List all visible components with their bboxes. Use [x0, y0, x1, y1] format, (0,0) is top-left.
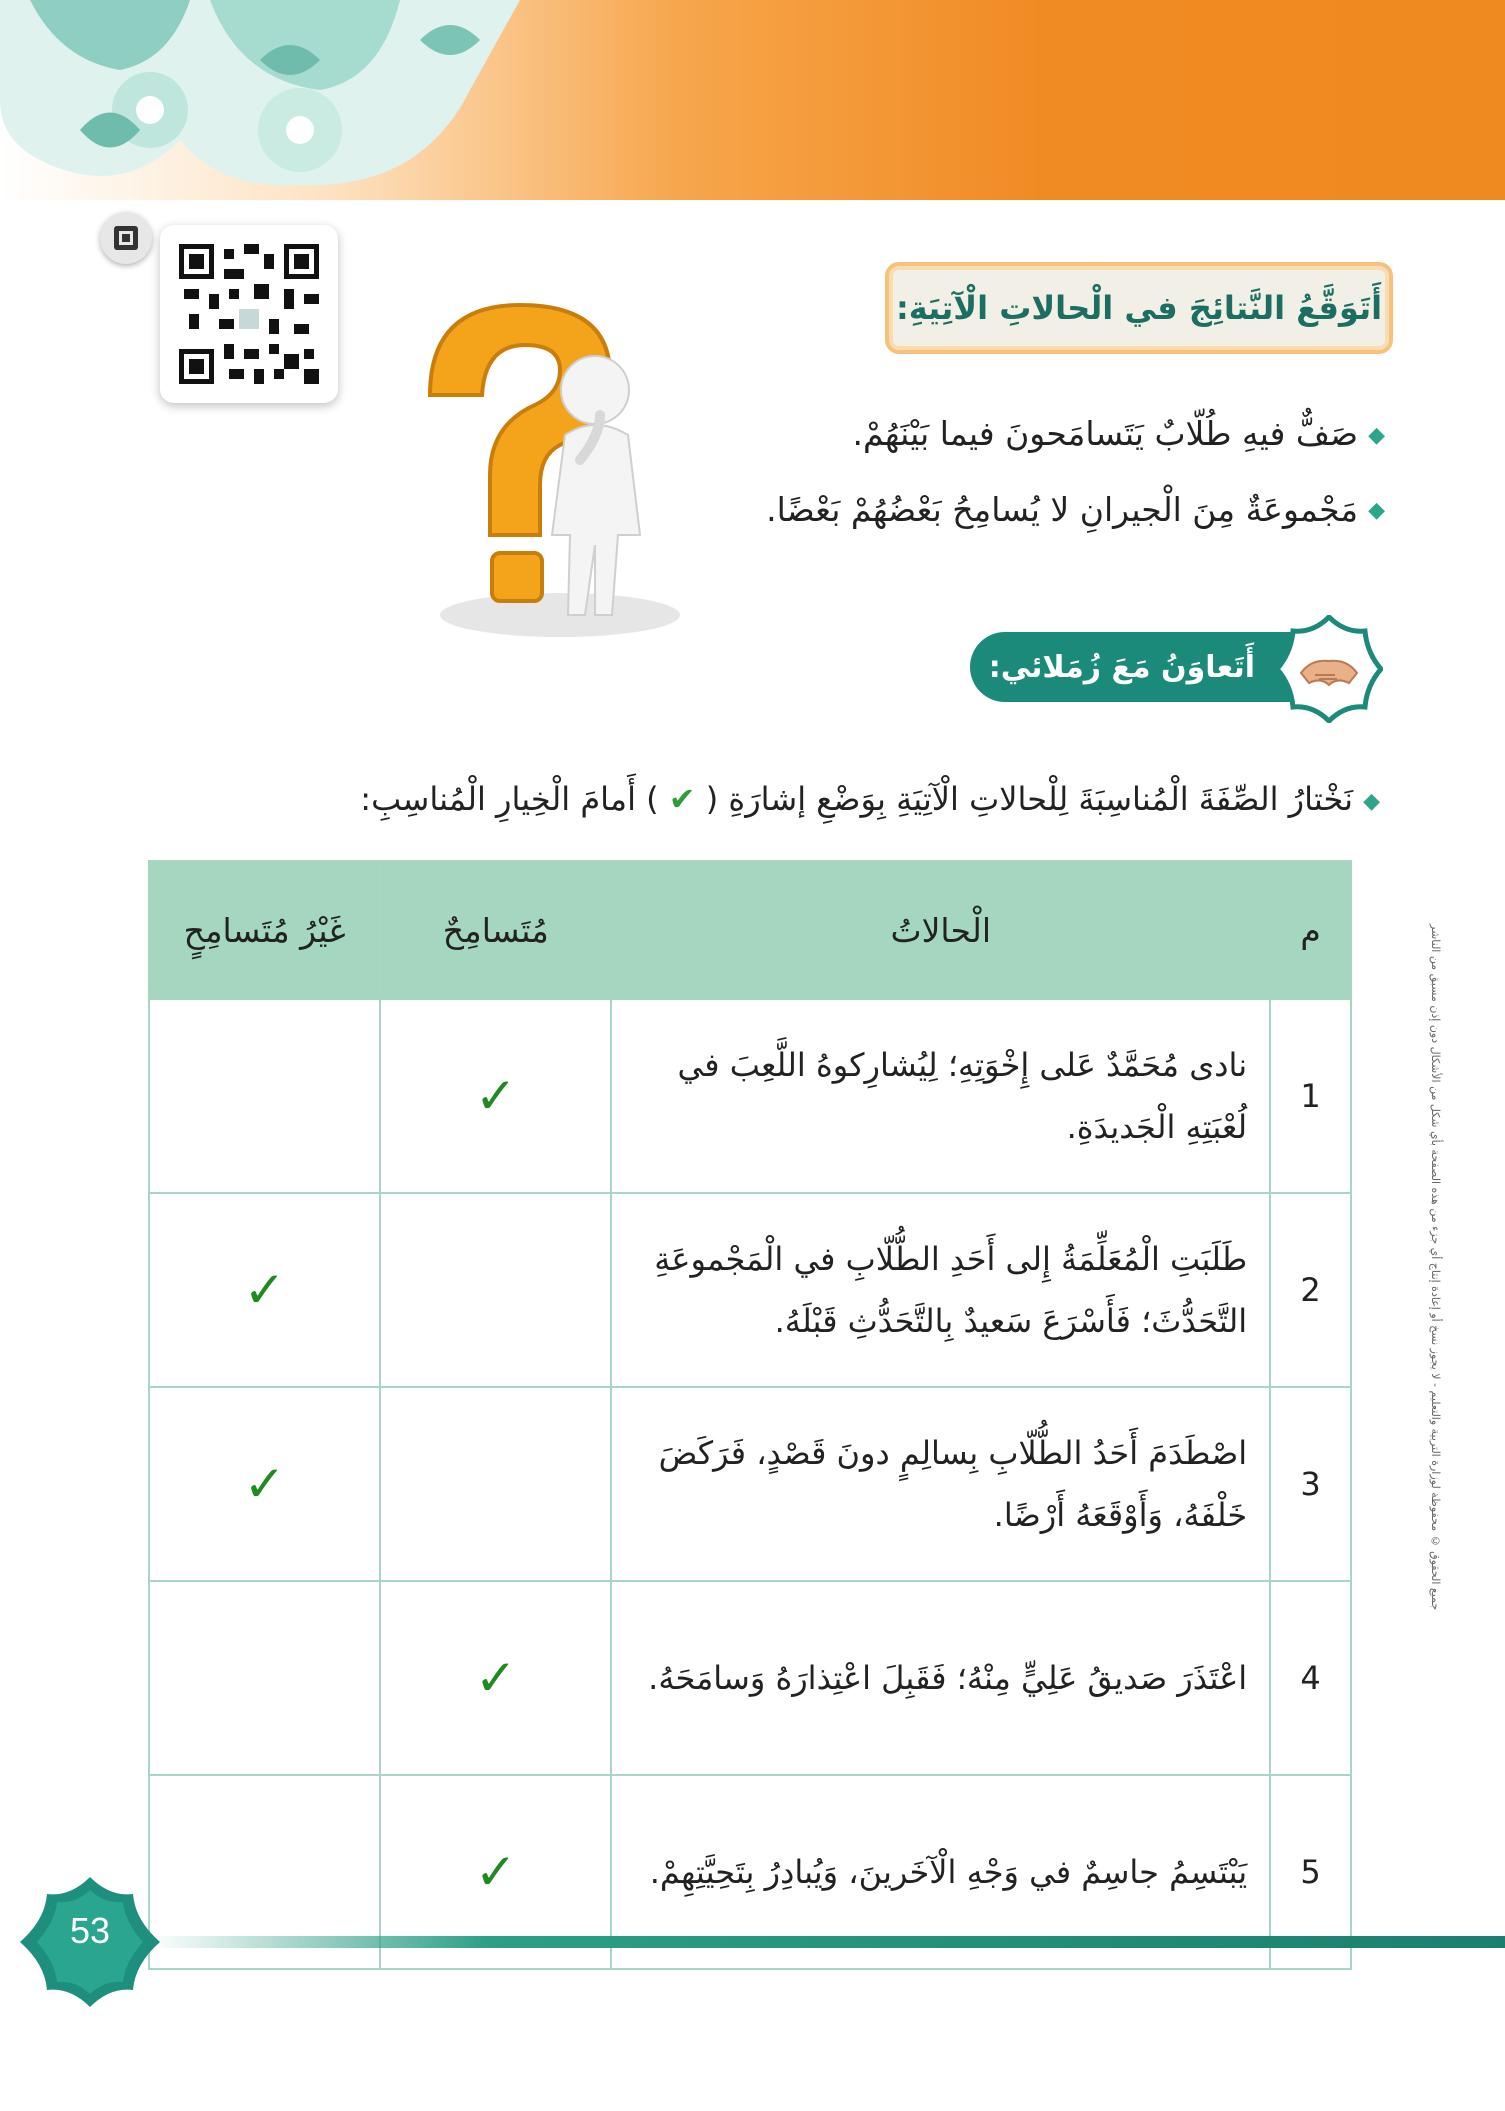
instruction-text-end: ) أَمامَ الْخِيارِ الْمُناسِبِ: — [360, 780, 659, 818]
row-number: 2 — [1270, 1193, 1351, 1387]
row-number: 4 — [1270, 1581, 1351, 1775]
tolerant-cell[interactable] — [380, 1581, 611, 1775]
table-row — [149, 1193, 1351, 1387]
list-item — [485, 405, 1385, 465]
list-item-text: صَفٌّ فيهِ طُلّابٌ يَتَسامَحونَ فيما بَيْنَهُمْ. — [852, 414, 1359, 453]
section-heading — [885, 262, 1393, 354]
header-cases: الْحالاتُ — [611, 861, 1270, 999]
bullet-diamond-icon: ◆ — [1368, 498, 1385, 523]
table-row — [149, 999, 1351, 1193]
footer-divider — [150, 1936, 1505, 1948]
row-number: 1 — [1270, 999, 1351, 1193]
instruction — [360, 780, 1380, 818]
check-icon: ✓ — [474, 1649, 517, 1707]
list-item-text: مَجْموعَةٌ مِنَ الْجيرانِ لا يُسامِحُ بَعْضُهُمْ بَعْضًا. — [766, 489, 1359, 529]
case-text: طَلَبَتِ الْمُعَلِّمَةُ إِلى أَحَدِ الطُّلّابِ في الْمَجْموعَةِ التَّحَدُّثَ؛ فَأَسْرَعَ سَعيدٌ بِالتَّحَدُّثِ قَبْلَهُ. — [611, 1193, 1270, 1387]
case-text: اعْتَذَرَ صَديقُ عَلِيٍّ مِنْهُ؛ فَقَبِلَ اعْتِذارَهُ وَسامَحَهُ. — [611, 1581, 1270, 1775]
case-text: اصْطَدَمَ أَحَدُ الطُّلّابِ بِسالِمٍ دونَ قَصْدٍ، فَرَكَضَ خَلْفَهُ، وَأَوْقَعَهُ أَرْضًا. — [611, 1387, 1270, 1581]
tolerant-cell[interactable] — [380, 999, 611, 1193]
page-number: 53 — [69, 1910, 111, 1951]
intolerant-cell[interactable] — [149, 1581, 380, 1775]
header-tolerant: مُتَسامِحٌ — [380, 861, 611, 999]
intolerant-cell[interactable] — [149, 999, 380, 1193]
intolerant-cell[interactable] — [149, 1387, 380, 1581]
check-icon: ✔ — [668, 780, 696, 818]
list-item — [485, 481, 1385, 541]
qr-code-card[interactable] — [160, 225, 338, 403]
tolerant-cell[interactable] — [380, 1193, 611, 1387]
check-icon: ✓ — [474, 1843, 517, 1901]
table-header-row — [149, 861, 1351, 999]
cooperation-label-text: أَتَعاوَنُ مَعَ زُمَلائي: — [988, 649, 1255, 685]
row-number: 5 — [1270, 1775, 1351, 1969]
check-icon: ✓ — [474, 1067, 517, 1125]
case-text: يَبْتَسِمُ جاسِمٌ في وَجْهِ الْآخَرينَ، وَيُبادِرُ بِتَحِيَّتِهِمْ. — [611, 1775, 1270, 1969]
copyright-note: جميع الحقوق © محفوظة لوزارة التربية والتعليم - لا يجوز نسخ أو إعادة إنتاج أي جزء من هذه الصفحة بأي شكل من الأشكال دون إذن مسبق من الناشر — [1429, 923, 1442, 1610]
arabesque-ornament-icon — [0, 0, 520, 200]
check-icon: ✓ — [243, 1261, 286, 1319]
scan-icon[interactable] — [100, 212, 152, 264]
case-text: نادى مُحَمَّدٌ عَلى إِخْوَتِهِ؛ لِيُشارِكوهُ اللَّعِبَ في لُعْبَتِهِ الْجَديدَةِ. — [611, 999, 1270, 1193]
table-row — [149, 1581, 1351, 1775]
section-heading-text: أَتَوَقَّعُ النَّتائِجَ في الْحالاتِ الْآتِيَةِ: — [895, 289, 1383, 327]
table-row — [149, 1387, 1351, 1581]
bullet-diamond-icon: ◆ — [1368, 422, 1385, 448]
header-number: م — [1270, 861, 1351, 999]
header-intolerant: غَيْرُ مُتَسامِحٍ — [149, 861, 380, 999]
instruction-text-start: نَخْتارُ الصِّفَةَ الْمُناسِبَةَ لِلْحالاتِ الْآتِيَةِ بِوَضْعِ إشارَةِ ( — [705, 780, 1354, 818]
qr-code-icon — [174, 239, 324, 389]
handshake-icon — [1275, 615, 1383, 723]
cases-table — [148, 860, 1352, 1970]
bullet-diamond-icon: ◆ — [1363, 788, 1380, 814]
intolerant-cell[interactable] — [149, 1193, 380, 1387]
tolerant-cell[interactable] — [380, 1387, 611, 1581]
row-number: 3 — [1270, 1387, 1351, 1581]
check-icon: ✓ — [243, 1455, 286, 1513]
bullet-list — [485, 405, 1385, 556]
